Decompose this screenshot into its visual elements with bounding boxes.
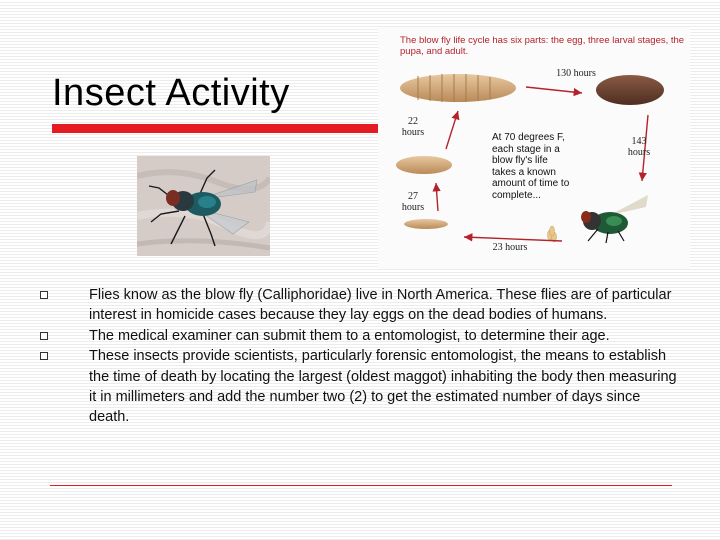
square-bullet-icon xyxy=(40,352,48,360)
bullet-text: Flies know as the blow fly (Calliphoridae) live in North America. These flies are of particular interest in homicide cases because they lay eggs on the dead bodies of humans. xyxy=(89,287,672,324)
bullet-text: These insects provide scientists, particularly forensic entomologist, the means to establish the time of death by locating the largest (oldest maggot) inhabiting the body then measuring it in millimeters and add the number two (2) to get the estimated number of days since death. xyxy=(89,348,677,426)
diagram-note: At 70 degrees F, each stage in a blow fly's life takes a known amount of time to complete... xyxy=(492,132,570,201)
square-bullet-icon xyxy=(40,332,48,340)
bullet-item xyxy=(38,326,678,346)
label-23-hours: 23 hours xyxy=(492,242,528,253)
blow-fly-photo xyxy=(137,156,270,256)
bullet-item xyxy=(38,285,678,326)
blow-fly-image xyxy=(137,156,270,256)
label-130-hours: 130 hours xyxy=(556,68,596,79)
slide-title: Insect Activity xyxy=(52,72,290,114)
label-143-hours: 143 hours xyxy=(627,136,651,158)
label-22-hours: 22 hours xyxy=(401,116,425,138)
bullet-list xyxy=(38,285,678,428)
diagram-caption: The blow fly life cycle has six parts: the egg, three larval stages, the pupa, and adult. xyxy=(400,35,685,57)
label-27-hours: 27 hours xyxy=(401,191,425,213)
bottom-divider xyxy=(50,485,672,486)
bullet-item xyxy=(38,346,678,428)
life-cycle-diagram xyxy=(378,27,690,269)
title-underline-bar xyxy=(52,124,382,133)
square-bullet-icon xyxy=(40,291,48,299)
bullet-text: The medical examiner can submit them to a entomologist, to determine their age. xyxy=(89,327,610,344)
